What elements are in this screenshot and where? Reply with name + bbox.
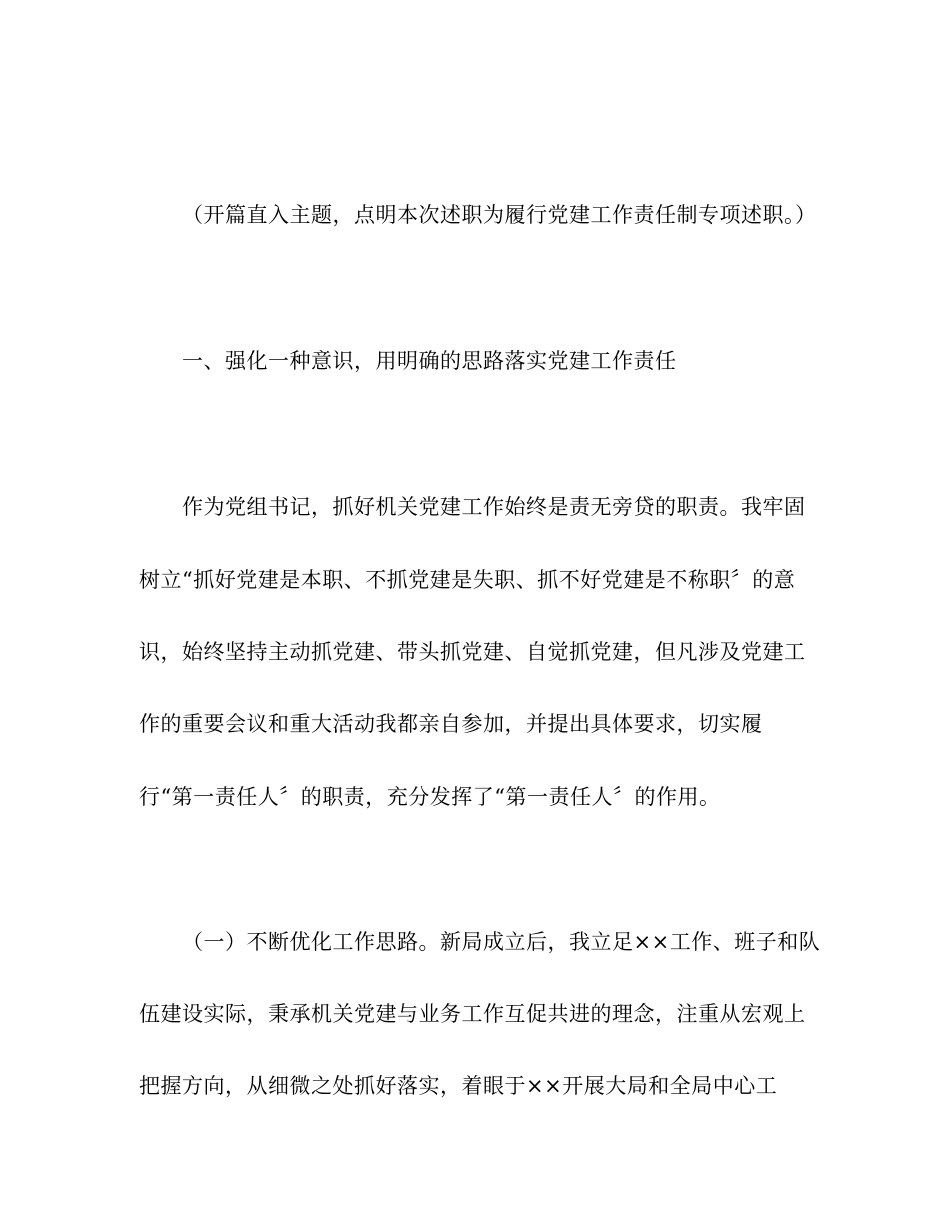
paragraph-line: 作的重要会议和重大活动我都亲自参加，并提出具体要求，切实履 (139, 712, 763, 736)
paragraph-line: 树立“抓好党建是本职、不抓党建是失职、抓不好党建是不称职〞的意 (139, 568, 796, 592)
paragraph-line: 识，始终坚持主动抓党建、带头抓党建、自觉抓党建，但凡涉及党建工 (139, 640, 806, 664)
paragraph-line: （一）不断优化工作思路。新局成立后，我立足××工作、班子和队 (182, 930, 821, 954)
paragraph-line: 伍建设实际，秉承机关党建与业务工作互促共进的理念，注重从宏观上 (139, 1002, 806, 1026)
intro-paragraph: （开篇直入主题，点明本次述职为履行党建工作责任制专项述职。） (182, 203, 817, 227)
paragraph-line: 行“第一责任人〞的职责，充分发挥了“第一责任人〞的作用。 (139, 785, 721, 809)
paragraph-line: 作为党组书记，抓好机关党建工作始终是责无旁贷的职责。我牢固 (182, 495, 806, 519)
section-heading: 一、强化一种意识，用明确的思路落实党建工作责任 (182, 349, 677, 373)
paragraph-line: 把握方向，从细微之处抓好落实，着眼于××开展大局和全局中心工 (139, 1074, 778, 1098)
